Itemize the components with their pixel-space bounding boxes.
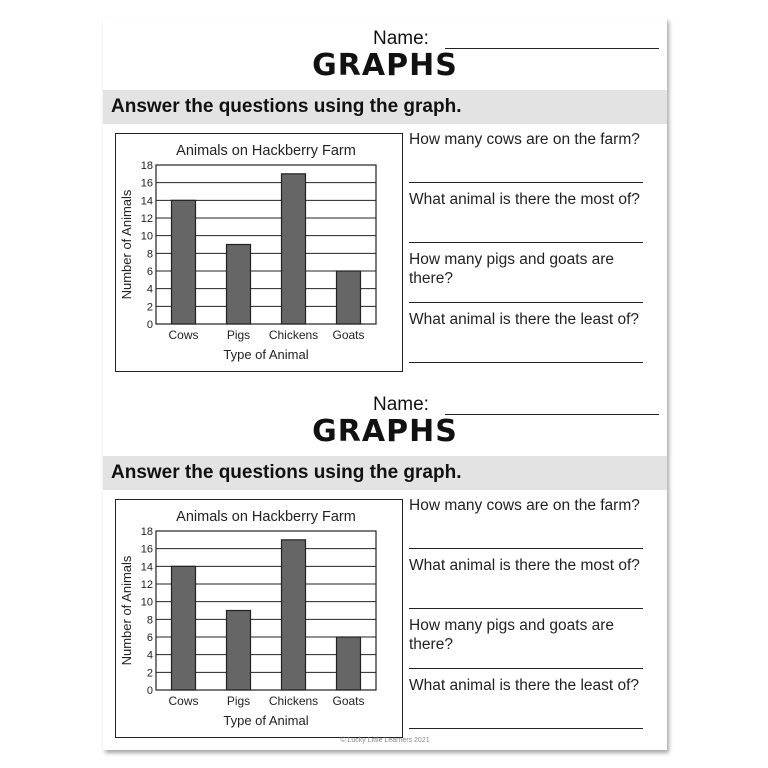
instructions-text: Answer the questions using the graph.	[111, 462, 462, 483]
question-item	[409, 556, 644, 616]
y-tick-label: 0	[146, 319, 153, 331]
question-item	[409, 310, 644, 370]
x-axis-label: Type of Animal	[223, 713, 309, 728]
instructions-text: Answer the questions using the graph.	[111, 96, 462, 117]
question-text: What animal is there the least of?	[409, 311, 640, 328]
bar-chart	[116, 500, 402, 737]
bar-goats	[337, 271, 361, 324]
question-text: How many pigs and goats are there?	[409, 251, 615, 287]
instructions-banner	[103, 90, 667, 124]
y-tick-label: 12	[140, 579, 153, 591]
question-list	[409, 496, 644, 736]
question-item	[409, 190, 644, 250]
chart-title: Animals on Hackberry Farm	[176, 143, 356, 159]
y-tick-label: 16	[140, 543, 153, 556]
answer-line[interactable]	[409, 728, 643, 729]
name-label: Name:	[373, 28, 429, 49]
question-text: What animal is there the least of?	[409, 677, 640, 694]
bar-chart-box	[115, 133, 403, 372]
bar-chart	[116, 134, 402, 371]
answer-line[interactable]	[409, 668, 643, 669]
y-axis-label: Number of Animals	[119, 189, 134, 300]
bar-goats	[337, 637, 361, 690]
x-tick-label: Cows	[168, 694, 199, 708]
bar-cows	[172, 566, 196, 690]
y-tick-label: 0	[146, 685, 153, 697]
answer-line[interactable]	[409, 608, 643, 609]
question-item	[409, 676, 644, 736]
y-tick-label: 18	[140, 160, 153, 172]
answer-line[interactable]	[409, 548, 643, 549]
chart-title: Animals on Hackberry Farm	[176, 509, 356, 525]
y-tick-label: 6	[146, 266, 153, 278]
question-item	[409, 130, 644, 190]
y-tick-label: 14	[140, 561, 153, 574]
x-axis-label: Type of Animal	[223, 347, 309, 362]
y-tick-label: 4	[146, 649, 153, 662]
answer-line[interactable]	[409, 242, 643, 243]
y-tick-label: 2	[146, 301, 153, 314]
instructions-banner	[103, 456, 667, 490]
question-text: What animal is there the most of?	[409, 191, 640, 208]
bar-chickens	[282, 540, 306, 690]
y-tick-label: 14	[140, 195, 153, 208]
x-tick-label: Chickens	[268, 328, 319, 342]
y-tick-label: 12	[140, 213, 153, 225]
x-tick-label: Chickens	[268, 694, 319, 708]
copyright-footer: © Lucky Little Learners 2021	[340, 737, 430, 744]
answer-line[interactable]	[409, 182, 643, 183]
worksheet-section-2	[103, 384, 667, 750]
y-tick-label: 4	[146, 283, 153, 296]
x-tick-label: Cows	[168, 328, 199, 342]
y-tick-label: 6	[146, 632, 153, 644]
question-text: How many cows are on the farm?	[409, 497, 640, 514]
answer-line[interactable]	[409, 302, 643, 303]
question-item	[409, 496, 644, 556]
bar-chart-box	[115, 499, 403, 738]
x-tick-label: Pigs	[226, 694, 251, 708]
bar-chickens	[282, 174, 306, 324]
y-tick-label: 18	[140, 526, 153, 538]
y-tick-label: 10	[140, 596, 153, 609]
worksheet-section-1	[103, 18, 667, 384]
bar-cows	[172, 200, 196, 324]
y-tick-label: 16	[140, 177, 153, 190]
question-item	[409, 616, 644, 676]
question-list	[409, 130, 644, 370]
worksheet-page	[103, 18, 667, 750]
bar-pigs	[227, 245, 251, 325]
y-axis-label: Number of Animals	[119, 555, 134, 666]
question-text: How many pigs and goats are there?	[409, 617, 615, 653]
y-tick-label: 10	[140, 230, 153, 243]
bar-pigs	[227, 611, 251, 691]
page-title: GRAPHS	[312, 48, 458, 83]
question-text: What animal is there the most of?	[409, 557, 640, 574]
y-tick-label: 2	[146, 667, 153, 680]
page-title: GRAPHS	[312, 414, 458, 449]
answer-line[interactable]	[409, 362, 643, 363]
question-text: How many cows are on the farm?	[409, 131, 640, 148]
x-tick-label: Goats	[332, 328, 365, 342]
x-tick-label: Goats	[332, 694, 365, 708]
y-tick-label: 8	[146, 248, 153, 261]
x-tick-label: Pigs	[226, 328, 251, 342]
question-item	[409, 250, 644, 310]
y-tick-label: 8	[146, 614, 153, 627]
name-label: Name:	[373, 394, 429, 415]
